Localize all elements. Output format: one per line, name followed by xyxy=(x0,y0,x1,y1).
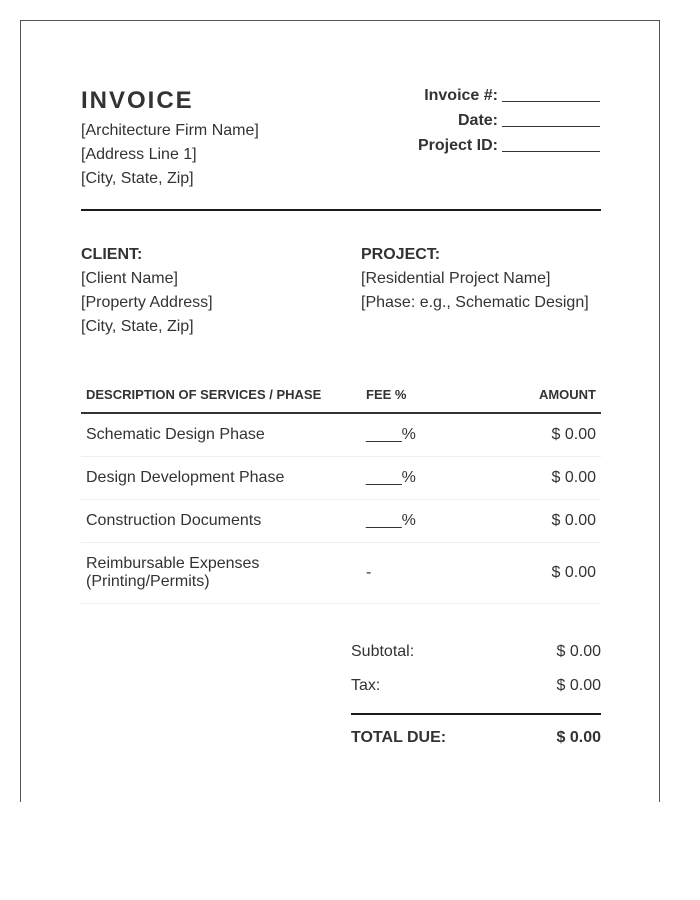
project-heading: PROJECT: xyxy=(361,246,441,263)
table-row xyxy=(81,413,601,457)
project-name: [Residential Project Name] xyxy=(361,270,551,287)
invoice-number-field[interactable] xyxy=(502,85,600,102)
service-description-line2: (Printing/Permits) xyxy=(86,573,210,590)
firm-info xyxy=(81,119,259,191)
invoice-date-field[interactable] xyxy=(502,110,600,127)
service-description: Construction Documents xyxy=(81,500,361,543)
invoice-page xyxy=(20,20,660,802)
subtotal-label: Subtotal: xyxy=(351,643,415,660)
total-due-label: TOTAL DUE: xyxy=(351,729,447,746)
header-divider xyxy=(81,209,601,211)
service-fee[interactable]: ____% xyxy=(361,457,491,500)
table-row xyxy=(81,457,601,500)
project-block xyxy=(361,243,589,315)
total-due-row xyxy=(351,721,601,755)
header-description: DESCRIPTION OF SERVICES / PHASE xyxy=(81,376,361,413)
table-row xyxy=(81,543,601,604)
project-id-field[interactable] xyxy=(502,135,600,152)
project-phase: [Phase: e.g., Schematic Design] xyxy=(361,294,589,311)
client-name: [Client Name] xyxy=(81,270,178,287)
firm-city-state-zip: [City, State, Zip] xyxy=(81,170,194,187)
service-fee[interactable]: ____% xyxy=(361,413,491,457)
totals-divider xyxy=(351,713,601,715)
services-table xyxy=(81,376,601,604)
service-description xyxy=(81,543,361,604)
header-fee: FEE % xyxy=(361,376,491,413)
invoice-number-label: Invoice #: xyxy=(424,87,498,104)
tax-row xyxy=(351,669,601,703)
service-amount: $ 0.00 xyxy=(491,543,601,604)
firm-name: [Architecture Firm Name] xyxy=(81,122,259,139)
service-amount: $ 0.00 xyxy=(491,413,601,457)
project-id-label: Project ID: xyxy=(417,137,498,154)
client-city-state-zip: [City, State, Zip] xyxy=(81,318,194,335)
invoice-date-row xyxy=(418,108,600,133)
header-amount: AMOUNT xyxy=(491,376,601,413)
service-description: Design Development Phase xyxy=(81,457,361,500)
subtotal-row xyxy=(351,635,601,669)
service-fee: - xyxy=(361,543,491,604)
service-description: Schematic Design Phase xyxy=(81,413,361,457)
client-block xyxy=(81,243,213,339)
project-id-row xyxy=(418,133,600,158)
table-header-row xyxy=(81,376,601,413)
service-description-line1: Reimbursable Expenses xyxy=(86,555,260,572)
invoice-number-row xyxy=(418,83,600,108)
tax-value: $ 0.00 xyxy=(556,677,601,694)
total-due-value: $ 0.00 xyxy=(556,729,601,746)
invoice-title: INVOICE xyxy=(81,87,194,114)
invoice-meta xyxy=(418,83,600,158)
service-amount: $ 0.00 xyxy=(491,457,601,500)
subtotal-value: $ 0.00 xyxy=(556,643,601,660)
service-fee[interactable]: ____% xyxy=(361,500,491,543)
client-heading: CLIENT: xyxy=(81,246,143,263)
tax-label: Tax: xyxy=(351,677,381,694)
invoice-date-label: Date: xyxy=(457,112,498,129)
totals-block xyxy=(351,635,601,755)
firm-address: [Address Line 1] xyxy=(81,146,197,163)
client-address: [Property Address] xyxy=(81,294,213,311)
table-row xyxy=(81,500,601,543)
service-amount: $ 0.00 xyxy=(491,500,601,543)
